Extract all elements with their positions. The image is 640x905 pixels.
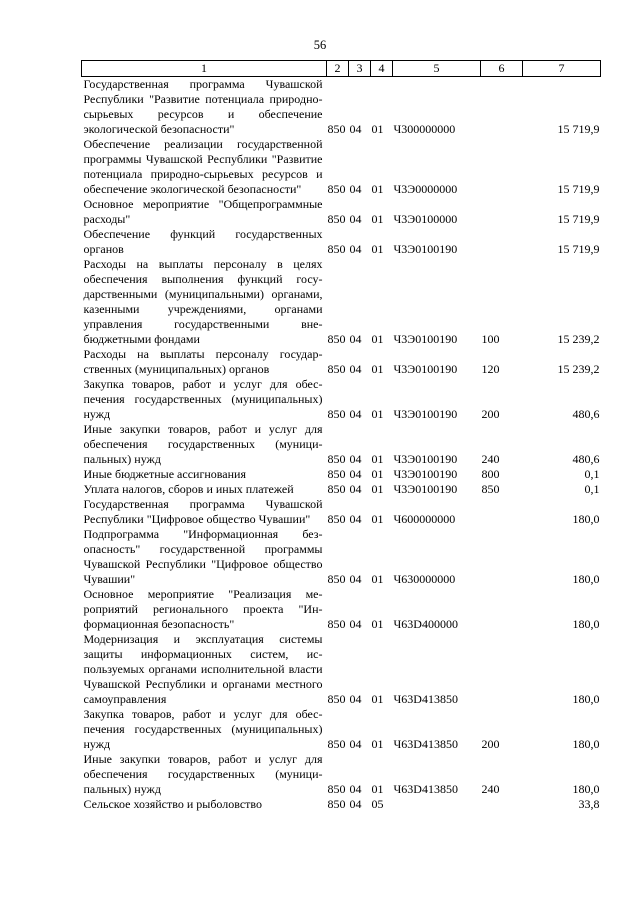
row-section: 04 (349, 407, 362, 421)
row-target-article: Ч3Э0100190 (393, 242, 458, 256)
row-name: Подпрограмма "Информационная безопасность" государственной программы Чувашской Республики "Цифровое общество Чувашии" (83, 527, 323, 586)
row-amount: 180,0 (572, 692, 600, 706)
row-expense-type: 200 (481, 737, 500, 751)
table-body (82, 77, 601, 813)
row-amount: 15 239,2 (557, 362, 600, 376)
row-grbs: 850 (327, 122, 346, 136)
row-section: 04 (349, 332, 362, 346)
row-subsection: 01 (371, 182, 384, 196)
row-target-article: Ч300000000 (393, 122, 456, 136)
row-amount: 15 719,9 (557, 182, 600, 196)
row-expense-type (481, 527, 523, 587)
row-amount: 15 719,9 (557, 122, 600, 136)
table-row (82, 227, 601, 257)
row-name: Закупка товаров, работ и услуг для обеспечения государственных (муниципальных) нужд (83, 707, 323, 751)
row-amount: 180,0 (572, 512, 600, 526)
row-target-article: Ч630000000 (393, 572, 456, 586)
row-section: 04 (349, 242, 362, 256)
row-expense-type: 240 (481, 782, 500, 796)
table-row (82, 377, 601, 422)
header-cell: 5 (393, 61, 481, 77)
row-target-article: Ч63D413850 (393, 737, 458, 751)
row-section: 04 (349, 512, 362, 526)
row-section: 04 (349, 572, 362, 586)
row-target-article: Ч63D413850 (393, 692, 458, 706)
header-cell: 6 (481, 61, 523, 77)
row-grbs: 850 (327, 572, 346, 586)
row-name: Закупка товаров, работ и услуг для обеспечения государственных (муниципальных) нужд (83, 377, 323, 421)
row-target-article: Ч3Э0100190 (393, 407, 458, 421)
row-section: 04 (349, 482, 362, 496)
row-target-article: Ч3Э0100000 (393, 212, 458, 226)
row-grbs: 850 (327, 362, 346, 376)
row-grbs: 850 (327, 737, 346, 751)
row-subsection: 01 (371, 617, 384, 631)
row-name: Иные бюджетные ассигнования (83, 467, 246, 481)
row-amount: 480,6 (572, 452, 600, 466)
header-cell: 2 (327, 61, 349, 77)
row-section: 04 (349, 692, 362, 706)
row-target-article: Ч3Э0100190 (393, 482, 458, 496)
row-target-article (393, 797, 481, 812)
table-row (82, 467, 601, 482)
row-name: Основное мероприятие "Реализация мероприятий регионального проекта "Информационная безопасность" (83, 587, 323, 631)
row-name: Сельское хозяйство и рыболовство (83, 797, 263, 811)
row-grbs: 850 (327, 332, 346, 346)
table-row (82, 257, 601, 347)
row-grbs: 850 (327, 467, 346, 481)
row-target-article: Ч63D400000 (393, 617, 458, 631)
row-grbs: 850 (327, 512, 346, 526)
row-expense-type: 800 (481, 467, 500, 481)
row-amount: 15 719,9 (557, 242, 600, 256)
row-target-article: Ч3Э0100190 (393, 452, 458, 466)
row-grbs: 850 (327, 242, 346, 256)
row-subsection: 01 (371, 452, 384, 466)
row-section: 04 (349, 797, 362, 811)
row-name: Обеспечение функций государственных органов (83, 227, 323, 256)
row-target-article: Ч63D413850 (393, 782, 458, 796)
row-grbs: 850 (327, 452, 346, 466)
row-expense-type (481, 587, 523, 632)
table-row (82, 422, 601, 467)
row-amount: 0,1 (584, 467, 600, 481)
row-section: 04 (349, 737, 362, 751)
row-name: Иные закупки товаров, работ и услуг для обеспечения государственных (муниципальных) нужд (83, 752, 323, 796)
row-section: 04 (349, 782, 362, 796)
table-row (82, 527, 601, 587)
header-cell: 3 (349, 61, 371, 77)
row-name: Расходы на выплаты персоналу государственных (муниципальных) органов (83, 347, 323, 376)
row-subsection: 01 (371, 467, 384, 481)
row-amount: 0,1 (584, 482, 600, 496)
row-name: Модернизация и эксплуатация системы защиты информационных систем, используемых органами исполнительной власти Чувашской Республики и органами местного самоуправления (83, 632, 323, 706)
table-row (82, 197, 601, 227)
row-expense-type: 240 (481, 452, 500, 466)
table-row (82, 587, 601, 632)
table-row (82, 347, 601, 377)
row-grbs: 850 (327, 782, 346, 796)
row-section: 04 (349, 212, 362, 226)
header-cell: 4 (371, 61, 393, 77)
table-row (82, 482, 601, 497)
row-expense-type: 100 (481, 332, 500, 346)
row-name: Государственная программа Чувашской Республики "Развитие потенциала природно-сырьевых ресурсов и обеспечение экологической безопасности" (83, 77, 323, 136)
row-target-article: Ч3Э0100190 (393, 467, 458, 481)
row-name: Иные закупки товаров, работ и услуг для обеспечения государственных (муниципальных) нужд (83, 422, 323, 466)
row-grbs: 850 (327, 797, 346, 811)
table-row (82, 797, 601, 812)
row-amount: 180,0 (572, 572, 600, 586)
row-expense-type (481, 77, 523, 138)
row-grbs: 850 (327, 182, 346, 196)
row-expense-type: 120 (481, 362, 500, 376)
table-row (82, 77, 601, 138)
table-row (82, 137, 601, 197)
row-subsection: 01 (371, 332, 384, 346)
budget-table (81, 60, 601, 812)
page-number: 56 (313, 38, 327, 52)
row-name: Расходы на выплаты персоналу в целях обеспечения выполнения функций государственными (муниципальными) органами, казенными учреждениями, органами управления государственными внебюджетными фондами (83, 257, 323, 346)
row-expense-type (481, 137, 523, 197)
row-amount: 180,0 (572, 782, 600, 796)
table-row (82, 707, 601, 752)
row-subsection: 01 (371, 482, 384, 496)
header-row (82, 61, 601, 77)
row-target-article: Ч3Э0100190 (393, 362, 458, 376)
row-grbs: 850 (327, 482, 346, 496)
row-name: Обеспечение реализации государственной программы Чувашской Республики "Развитие потенциала природно-сырьевых ресурсов и обеспечение экологической безопасности" (83, 137, 323, 196)
row-amount: 15 239,2 (557, 332, 600, 346)
row-subsection: 01 (371, 362, 384, 376)
row-target-article: Ч3Э0000000 (393, 182, 458, 196)
row-amount: 33,8 (578, 797, 600, 811)
row-section: 04 (349, 122, 362, 136)
row-amount: 180,0 (572, 617, 600, 631)
row-target-article: Ч3Э0100190 (393, 332, 458, 346)
table-row (82, 497, 601, 527)
row-section: 04 (349, 452, 362, 466)
row-subsection: 01 (371, 212, 384, 226)
row-amount: 180,0 (572, 737, 600, 751)
row-grbs: 850 (327, 617, 346, 631)
row-expense-type (481, 197, 523, 227)
header-cell: 1 (82, 61, 327, 77)
row-subsection: 01 (371, 572, 384, 586)
row-name: Уплата налогов, сборов и иных платежей (83, 482, 294, 496)
row-amount: 480,6 (572, 407, 600, 421)
row-grbs: 850 (327, 407, 346, 421)
row-section: 04 (349, 467, 362, 481)
row-section: 04 (349, 362, 362, 376)
table-row (82, 632, 601, 707)
row-section: 04 (349, 182, 362, 196)
row-expense-type (481, 227, 523, 257)
row-grbs: 850 (327, 692, 346, 706)
row-expense-type: 850 (481, 482, 500, 496)
row-subsection: 01 (371, 782, 384, 796)
row-subsection: 05 (371, 797, 384, 811)
row-target-article: Ч600000000 (393, 512, 456, 526)
row-subsection: 01 (371, 512, 384, 526)
row-expense-type (481, 632, 523, 707)
row-subsection: 01 (371, 692, 384, 706)
row-name: Государственная программа Чувашской Республики "Цифровое общество Чувашии" (83, 497, 323, 526)
row-subsection: 01 (371, 407, 384, 421)
row-section: 04 (349, 617, 362, 631)
row-subsection: 01 (371, 122, 384, 136)
row-expense-type (481, 497, 523, 527)
table-row (82, 752, 601, 797)
row-subsection: 01 (371, 737, 384, 751)
row-subsection: 01 (371, 242, 384, 256)
row-grbs: 850 (327, 212, 346, 226)
row-name: Основное мероприятие "Общепрограммные расходы" (83, 197, 323, 226)
row-expense-type: 200 (481, 407, 500, 421)
header-cell: 7 (523, 61, 601, 77)
row-amount: 15 719,9 (557, 212, 600, 226)
row-expense-type (481, 797, 523, 812)
